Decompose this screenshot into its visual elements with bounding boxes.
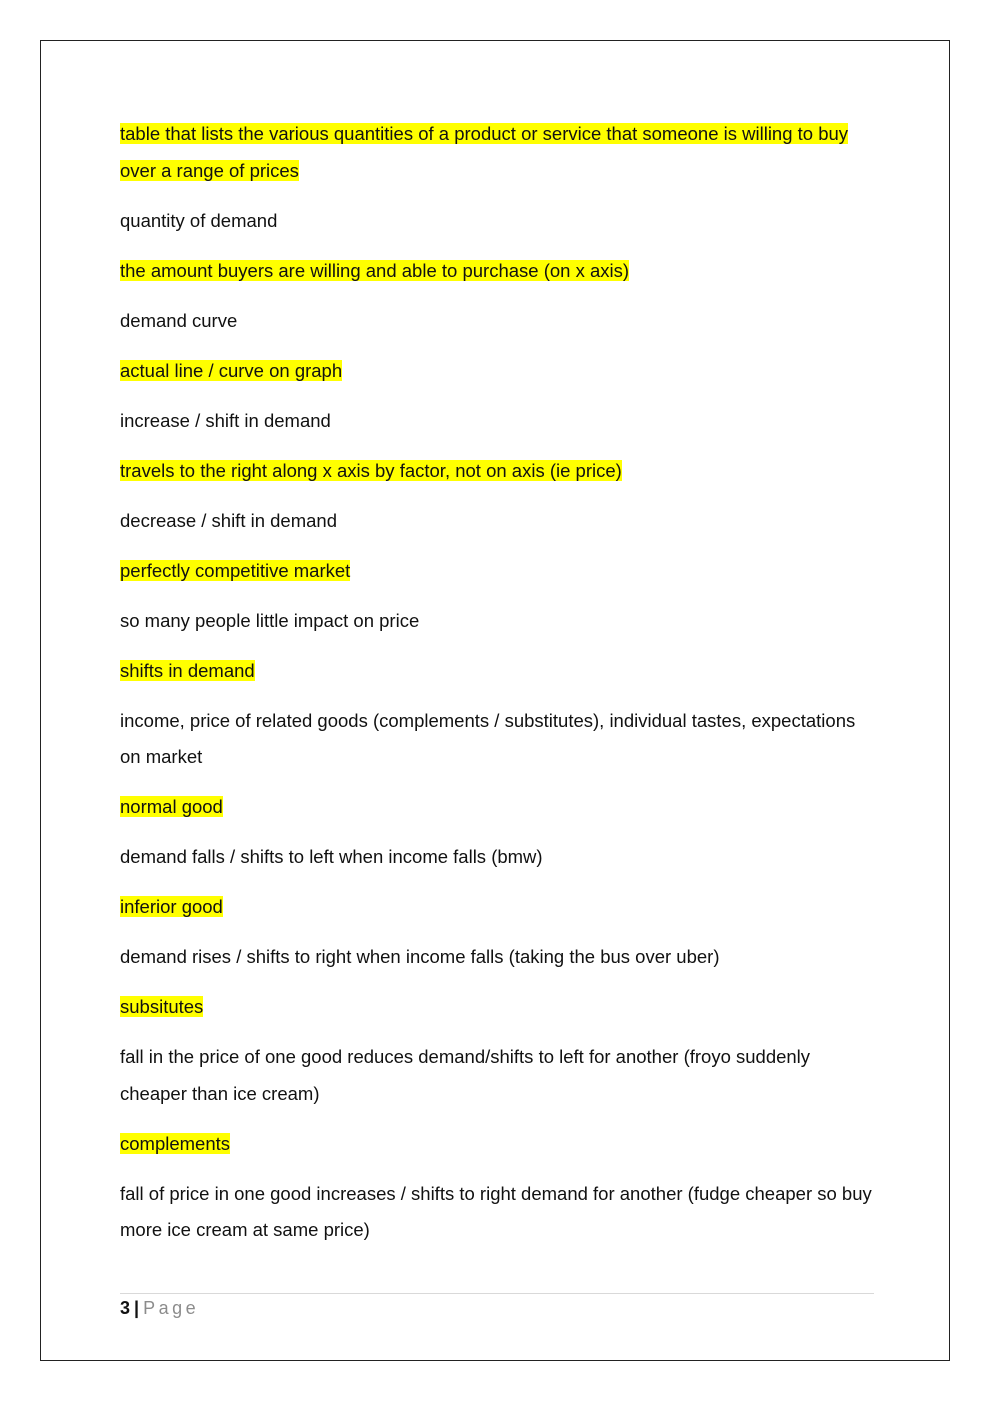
highlighted-text: table that lists the various quantities of a product or service that someone is willing to buy over a range of prices [120, 123, 849, 181]
paragraph [120, 939, 880, 976]
paragraph [120, 1176, 880, 1249]
paragraph-text: quantity of demand [120, 209, 278, 231]
page-label: Page [143, 1298, 200, 1318]
highlighted-text: complements [120, 1132, 231, 1154]
document-body [120, 116, 880, 1262]
paragraph-text: fall of price in one good increases / shifts to right demand for another (fudge cheaper so buy more ice cream at same price) [120, 1182, 872, 1240]
paragraph [120, 603, 880, 640]
paragraph-text: demand falls / shifts to left when income falls (bmw) [120, 846, 543, 867]
highlighted-text: the amount buyers are willing and able to purchase (on x axis) [120, 259, 630, 281]
highlighted-text: travels to the right along x axis by factor, not on axis (ie price) [120, 459, 622, 481]
paragraph [120, 253, 880, 290]
highlighted-text: perfectly competitive market [120, 559, 351, 581]
highlighted-text: actual line / curve on graph [120, 359, 343, 381]
paragraph [120, 116, 880, 189]
page-footer [120, 1296, 199, 1320]
paragraph [120, 203, 880, 240]
paragraph-text: decrease / shift in demand [120, 509, 337, 531]
paragraph-text: income, price of related goods (complements / substitutes), individual tastes, expectations on market [120, 709, 856, 767]
highlighted-text: subsitutes [120, 996, 204, 1017]
paragraph [120, 403, 880, 440]
paragraph [120, 1039, 880, 1112]
page-number: 3 [120, 1298, 131, 1318]
paragraph-text: so many people little impact on price [120, 609, 420, 631]
paragraph-text: increase / shift in demand [120, 409, 331, 431]
paragraph [120, 703, 880, 776]
paragraph-text: demand rises / shifts to right when income falls (taking the bus over uber) [120, 946, 720, 967]
paragraph [120, 353, 880, 390]
footer-separator: | [134, 1298, 140, 1318]
paragraph [120, 1126, 880, 1163]
paragraph [120, 989, 880, 1026]
highlighted-text: shifts in demand [120, 659, 255, 681]
paragraph [120, 453, 880, 490]
paragraph-text: fall in the price of one good reduces demand/shifts to left for another (froyo suddenly cheaper than ice cream) [120, 1046, 811, 1104]
paragraph [120, 653, 880, 690]
highlighted-text: inferior good [120, 896, 223, 917]
paragraph [120, 553, 880, 590]
highlighted-text: normal good [120, 796, 223, 817]
paragraph-text: demand curve [120, 309, 238, 331]
paragraph [120, 889, 880, 926]
paragraph [120, 303, 880, 340]
paragraph [120, 503, 880, 540]
paragraph [120, 789, 880, 826]
footer-divider [120, 1293, 874, 1294]
paragraph [120, 839, 880, 876]
